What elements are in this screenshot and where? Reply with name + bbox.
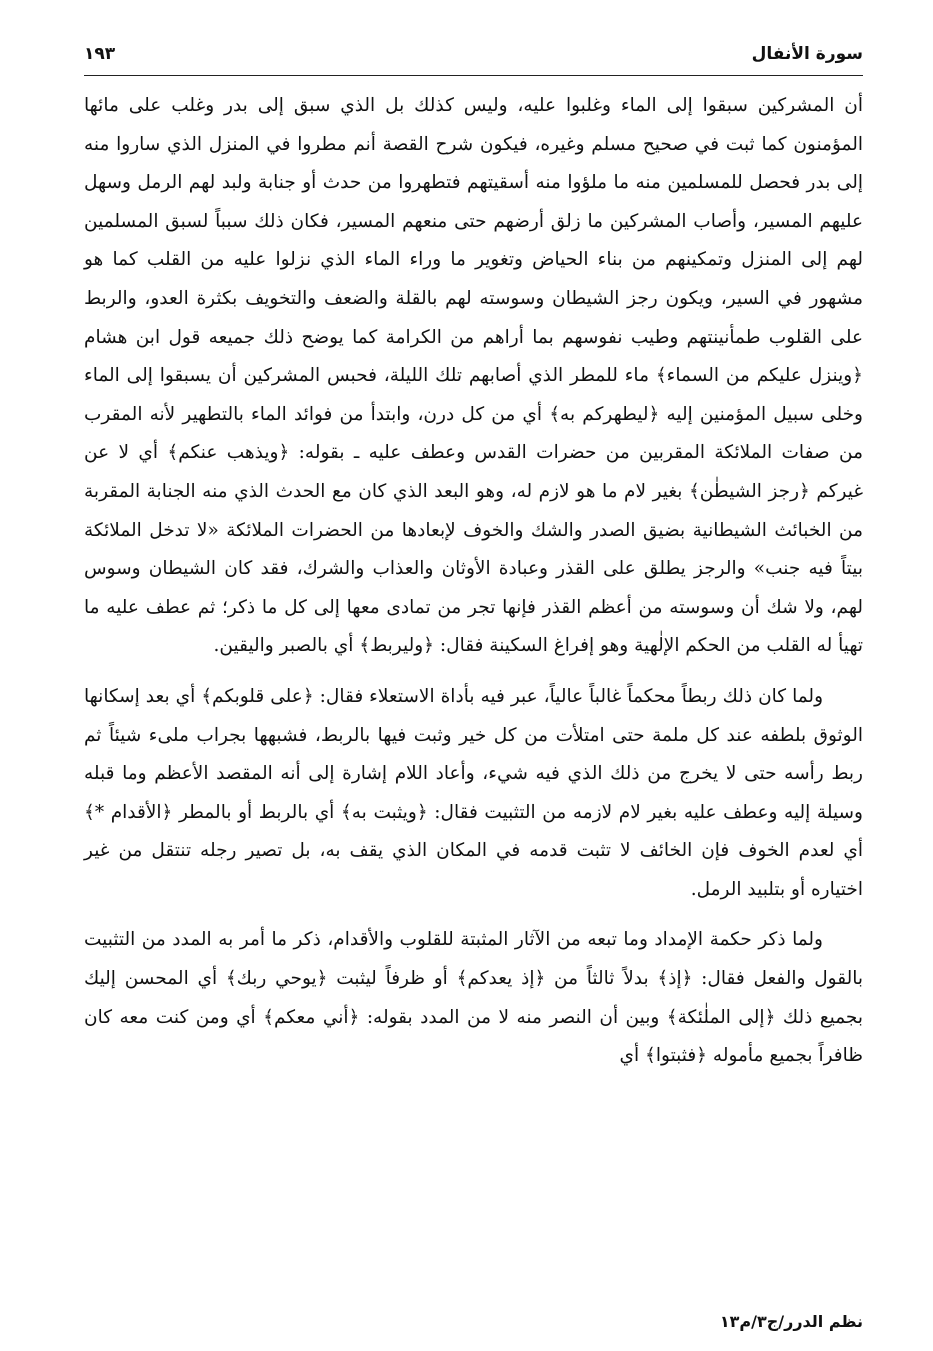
paragraph-2: ولما كان ذلك ربطاً محكماً غالباً عالياً، عبر فيه بأداة الاستعلاء فقال: ﴿على قلوبكم﴾ أي بعد إسكانها الوثوق بلطفه عند كل ملمة حتى امتلأت من كل خير وثبت فيها بالربط، فشبهها بجراب ملىء شيئاً ثم ربط رأسه حتى لا يخرج من ذلك الذي فيه شيء، وأعاد اللام إشارة إلى أنه المقصد الأعظم وما قبله وسيلة إليه وعطف عليه بغير لام لازمه من التثبيت فقال: ﴿ويثبت به﴾ أي بالربط أو بالمطر ﴿الأقدام *﴾ أي لعدم الخوف فإن الخائف لا تثبت قدمه في المكان الذي يقف به، بل تصير رجله تنتقل من غير اختياره أو بتلبيد الرمل. xyxy=(84,685,863,900)
paragraph-3: ولما ذكر حكمة الإمداد وما تبعه من الآثار المثبتة للقلوب والأقدام، ذكر ما أمر به المدد من التثبيت بالقول والفعل فقال: ﴿إذ﴾ بدلاً ثالثاً من ﴿إذ يعدكم﴾ أو ظرفاً ليثبت ﴿يوحي ربك﴾ أي المحسن إليك بجميع ذلك ﴿إلى الملٰئكة﴾ وبين أن النصر منه لا من المدد بقوله: ﴿أني معكم﴾ أي ومن كنت معه كان ظافراً بجميع مأموله ﴿فثبتوا﴾ أي xyxy=(84,929,863,1067)
surah-title: سورة الأنفال xyxy=(751,44,863,64)
text-body xyxy=(84,87,863,1076)
page-header xyxy=(84,40,863,76)
paragraph-1: أن المشركين سبقوا إلى الماء وغلبوا عليه، وليس كذلك بل الذي سبق إلى بدر وغلب على مائها المؤمنون كما ثبت في صحيح مسلم وغيره، فيكون شرح القصة أنم مطروا في المنزل الذي ساروا منه إلى بدر فحصل للمسلمين منه ما ملؤوا منه أسقيتهم فتطهروا من حدث أو جنابة ولبد لهم الرمل وسهل عليهم المسير، وأصاب المشركين ما زلق أرضهم حتى منعهم المسير، فكان ذلك سبباً لسبق المسلمين لهم إلى المنزل وتمكينهم من بناء الحياض وتغوير ما وراء الماء الذي نزلوا عليه من القلب كما هو مشهور في السير، ويكون رجز الشيطان وسوسته لهم بالقلة والضعف والتخويف بكثرة العدو، والربط على القلوب طمأنينتهم وطيب نفوسهم بما أراهم من الكرامة كما يوضح ذلك جميعه قول ابن هشام ﴿وينزل عليكم من السماء﴾ ماء للمطر الذي أصابهم تلك الليلة، فحبس المشركين أن يسبقوا إلى الماء وخلى سبيل المؤمنين إليه ﴿ليطهركم به﴾ أي من كل درن، وابتدأ من فوائد الماء بالتطهير لأنه المقرب من صفات الملائكة المقربين من حضرات القدس وعطف عليه ـ بقوله: ﴿ويذهب عنكم﴾ أي لا عن غيركم ﴿رجز الشيطٰن﴾ بغير لام ما هو لازم له، وهو البعد الذي كان مع الحدث الذي منه الجنابة المقربة من الخبائث الشيطانية بضيق الصدر والشك والخوف لإبعادها من الحضرات الملائكة «لا تدخل الملائكة بيتاً فيه جنب» والرجز يطلق على القذر وعبادة الأوثان والعذاب والشرك، فقد كان الشيطان وسوس لهم، ولا شك أن وسوسته من أعظم القذر فإنها تجر من تمادى معها إلى كل ما ذكر؛ ثم عطف عليه ما تهيأ له القلب من الحكم الإلٰهية وهو إفراغ السكينة فقال: ﴿وليربط﴾ أي بالصبر واليقين. xyxy=(84,95,863,657)
footer-signature: نظم الدرر/ج٣/م١٣ xyxy=(719,1312,863,1331)
page-number: ١٩٣ xyxy=(84,44,116,64)
